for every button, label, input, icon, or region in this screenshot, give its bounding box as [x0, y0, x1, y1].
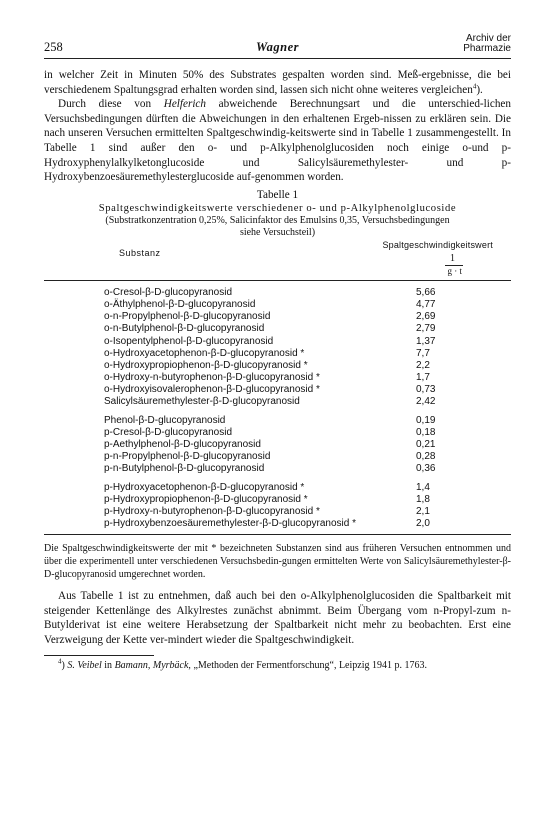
cleavage-rate-value: 0,36	[416, 463, 436, 475]
table-row	[44, 336, 511, 348]
cleavage-rate-value: 5,66	[416, 286, 436, 298]
table-group-para-alkyl	[44, 415, 511, 476]
table-group-para-hydroxy	[44, 482, 511, 531]
table-top-rule	[44, 280, 511, 281]
table-row	[44, 287, 511, 299]
table-row	[44, 439, 511, 451]
substance-name: p-n-Butylphenol-β-D-glucopyranosid	[104, 463, 265, 475]
table-footnote: Die Spaltgeschwindigkeitswerte der mit * bezeichneten Substanzen sind aus früheren Versuchen entnommen und über die experimentell unter verschiedenen Versuchsbedin-gungen ermittelten Werte von Salicylsäuremethylester-β-D-glucopyranosid umgerechnet worden.	[44, 543, 511, 580]
cleavage-rate-value: 1,8	[416, 493, 430, 505]
substance-name: o-n-Butylphenol-β-D-glucopyranosid	[104, 323, 265, 335]
substance-name: p-Hydroxybenzoesäuremethylester-β-D-glucopyranosid *	[104, 518, 356, 530]
table-row	[44, 384, 511, 396]
substance-name: o-Cresol-β-D-glucopyranosid	[104, 286, 233, 298]
substance-name: Phenol-β-D-glucopyranosid	[104, 414, 226, 426]
table-row	[44, 482, 511, 494]
table-row	[44, 311, 511, 323]
column-header-substance: Substanz	[119, 247, 161, 258]
table-row	[44, 360, 511, 372]
cleavage-rate-value: 2,2	[416, 359, 430, 371]
journal-page	[44, 34, 511, 671]
paragraph-2-start: Durch diese von	[58, 98, 164, 111]
footnote-rule	[44, 655, 154, 656]
paragraph-2-rest: abweichende Berechnungsart und die unterschied-lichen Versuchsbedingungen dürften die Abweichungen in den erhaltenen Ergeb-nissen zu erklären sein. Die nach unseren Versuchen ermittelten Spaltgeschwindig-keitswerte sind in Tabelle 1 zusammengestellt. In Tabelle 1 sind außer den o- und p-Alkylphenolglucosiden noch einige o-und p-Hydroxyphenylalkylketonglucoside und Salicylsäuremethylester- und p-Hydroxybenzoesäuremethylesterglucoside auf-genommen worden.	[44, 98, 511, 184]
table-row	[44, 427, 511, 439]
cleavage-rate-value: 1,7	[416, 372, 430, 384]
table-group-ortho	[44, 287, 511, 409]
table-note-line-1: (Substratkonzentration 0,25%, Salicinfaktor des Emulsins 0,35, Versuchsbedingungen	[105, 214, 450, 226]
column-header-value: Spaltgeschwindigkeitswert	[382, 239, 493, 250]
paragraph-2-author: Helferich	[163, 98, 206, 111]
substance-name: o-Hydroxyisovalerophenon-β-D-glucopyranosid *	[104, 384, 320, 396]
table-row	[44, 451, 511, 463]
header-rule	[44, 58, 511, 59]
table-row	[44, 506, 511, 518]
cleavage-rate-value: 0,19	[416, 414, 436, 426]
table-row	[44, 518, 511, 530]
substance-name: p-Aethylphenol-β-D-glucopyranosid	[104, 439, 261, 450]
substance-name: o-n-Propylphenol-β-D-glucopyranosid	[104, 311, 271, 323]
substance-name: p-Hydroxy-n-butyrophenon-β-D-glucopyranosid *	[104, 505, 320, 517]
substance-name: o-Hydroxy-n-butyrophenon-β-D-glucopyranosid *	[104, 372, 320, 384]
fraction-numerator: 1	[450, 252, 455, 264]
cleavage-rate-value: 0,21	[416, 439, 436, 450]
table-header	[44, 240, 511, 280]
paragraph-1-text: in welcher Zeit in Minuten 50% des Substrates gespalten worden sind. Meß-ergebnisse, die bei verschiedenem Spaltungsgrad erhalten worden sind, lassen sich nicht ohne weiteres vergleichen	[44, 69, 511, 96]
table-row	[44, 463, 511, 475]
table-note-line-2: siehe Versuchsteil)	[239, 227, 316, 239]
page-header	[44, 34, 511, 56]
substance-name: o-Hydroxyacetophenon-β-D-glucopyranosid *	[104, 347, 305, 359]
cleavage-rate-value: 0,28	[416, 451, 436, 463]
journal-name-line1: Archiv der	[465, 33, 511, 44]
cleavage-rate-value: 2,79	[416, 323, 436, 335]
journal-name	[463, 34, 511, 54]
cleavage-rate-value: 7,7	[416, 347, 430, 359]
running-title: Wagner	[255, 40, 300, 54]
cleavage-rate-value: 2,1	[416, 505, 430, 517]
substance-name: p-n-Propylphenol-β-D-glucopyranosid	[104, 451, 271, 463]
page-footnote: $^4$) S. Veibel in Bamann, Myrbäck, „Methoden der Fermentforschung“, Leipzig 1941 p. 1763.	[58, 658, 427, 672]
substance-name: o-Hydroxypropiophenon-β-D-glucopyranosid *	[104, 359, 308, 371]
paragraph-1-end: ).	[476, 83, 483, 96]
table-body	[44, 287, 511, 531]
footnote-ref: 4	[472, 81, 477, 90]
substance-name: p-Cresol-β-D-glucopyranosid	[104, 426, 233, 438]
table-row	[44, 494, 511, 506]
table-bottom-rule	[44, 534, 511, 535]
table-caption: Tabelle 1	[256, 188, 299, 201]
cleavage-rate-value: 1,37	[416, 335, 436, 347]
cleavage-rate-value: 0,18	[416, 426, 436, 438]
substance-name: Salicylsäuremethylester-β-D-glucopyranosid	[104, 396, 300, 408]
cleavage-rate-value: 1,4	[416, 481, 430, 493]
paragraph-1	[44, 68, 511, 97]
cleavage-rate-value: 2,69	[416, 311, 436, 323]
cleavage-rate-value: 4,77	[416, 298, 436, 310]
footnote-in: in	[101, 660, 115, 672]
table-row	[44, 372, 511, 384]
substance-name: o-Äthylphenol-β-D-glucopyranosid	[104, 298, 256, 310]
fraction-denominator: g · t	[447, 265, 462, 276]
substance-name: p-Hydroxypropiophenon-β-D-glucopyranosid *	[104, 493, 308, 505]
cleavage-rate-value: 0,73	[416, 384, 436, 396]
footnote-author-2: Bamann, Myrbäck,	[114, 660, 191, 672]
table-row	[44, 415, 511, 427]
footnote-author-1: S. Veibel	[67, 660, 102, 672]
paragraph-2	[44, 97, 511, 185]
substance-name: p-Hydroxyacetophenon-β-D-glucopyranosid *	[104, 481, 305, 493]
cleavage-rate-value: 2,42	[416, 396, 436, 408]
table-row	[44, 323, 511, 335]
cleavage-rate-value: 2,0	[416, 518, 430, 530]
footnote-text: „Methoden der Fermentforschung“, Leipzig 1941 p. 1763.	[190, 660, 427, 672]
table-row	[44, 348, 511, 360]
table-title: Spaltgeschwindigkeitswerte verschiedener o- und p-Alkylphenolglucoside	[98, 202, 457, 214]
paragraph-3: Aus Tabelle 1 ist zu entnehmen, daß auch bei den o-Alkylphenolglucosiden die Spaltbarkeit mit steigender Kettenlänge des Alkylrestes zunächst abnimmt. Beim Übergang vom n-Propyl-zum n-Butylderivat ist eine weitere Herabsetzung der Spaltbarkeit nicht mehr zu beobachten. Erst eine Verzweigung der Kette ver-mindert wieder die Spaltgeschwindigkeit.	[44, 590, 511, 646]
journal-name-line2: Pharmazie	[463, 43, 511, 54]
footnote-marker: 4	[58, 658, 62, 667]
page-number: 258	[44, 40, 63, 54]
table-row	[44, 299, 511, 311]
table-row	[44, 396, 511, 408]
substance-name: o-Isopentylphenol-β-D-glucopyranosid	[104, 335, 274, 347]
